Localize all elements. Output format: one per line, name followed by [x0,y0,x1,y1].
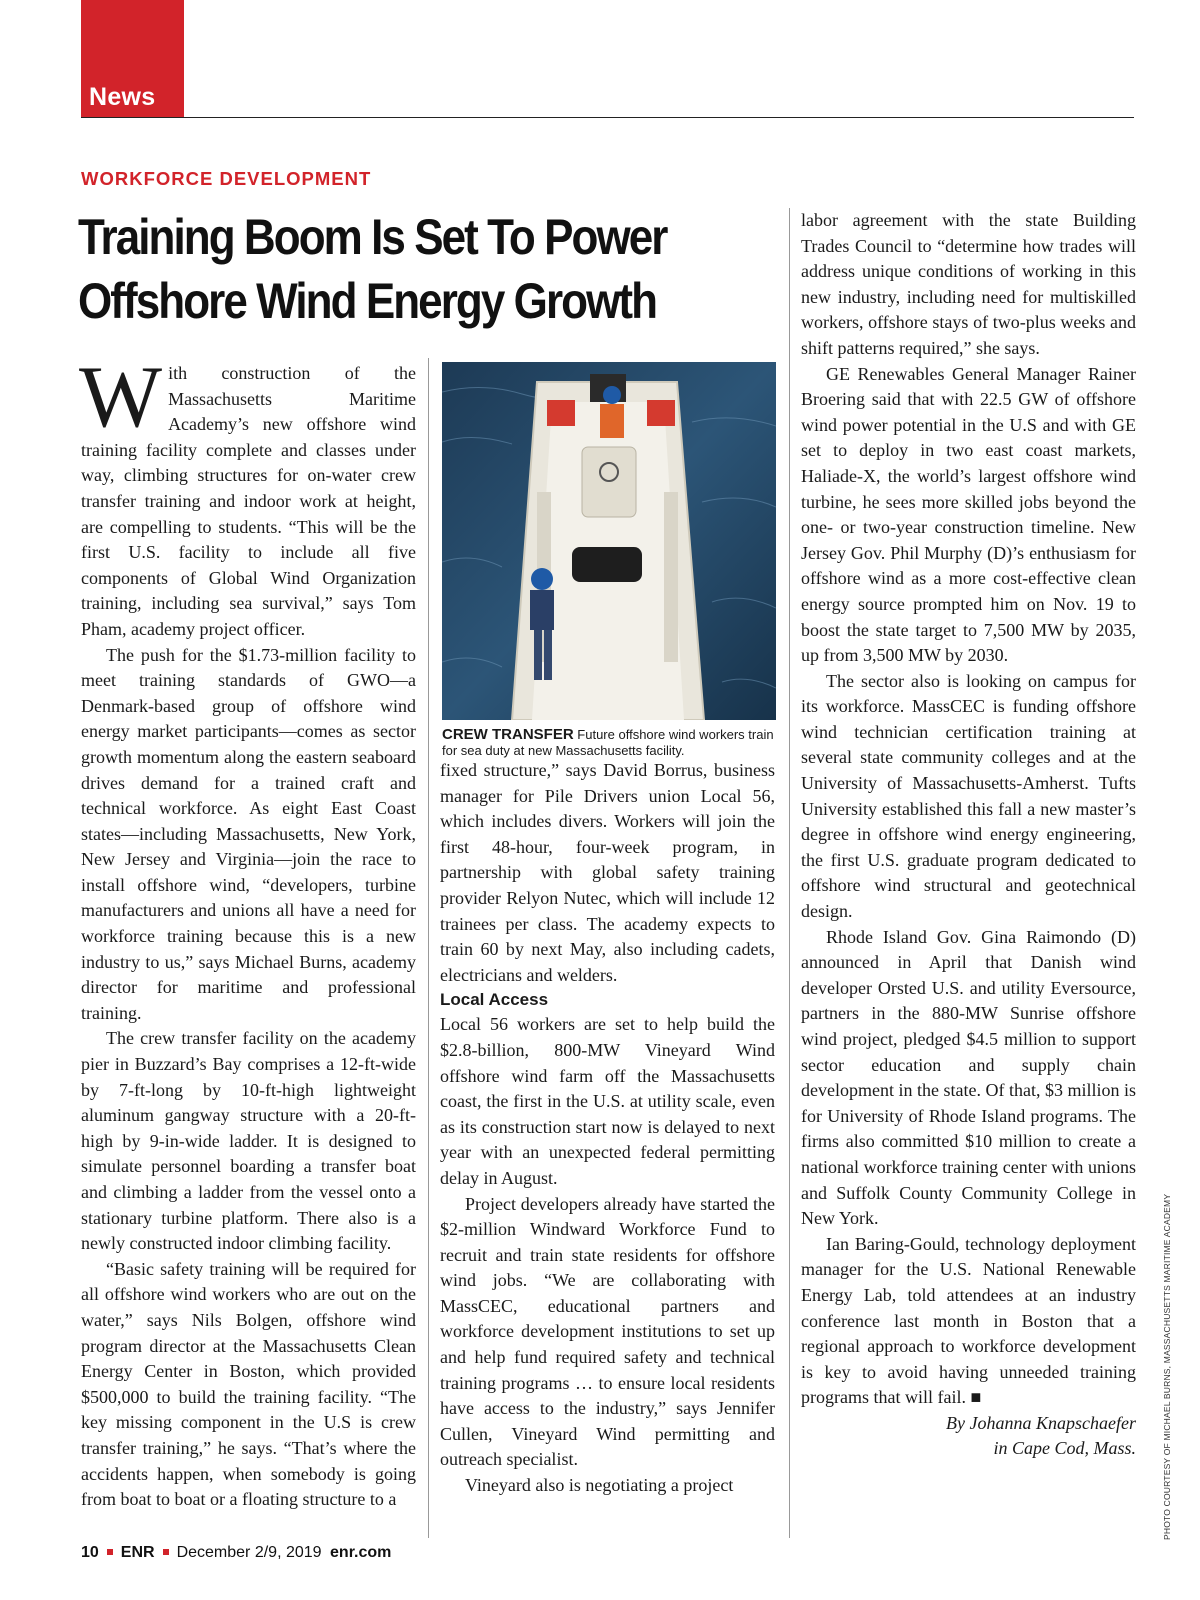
byline-author: By Johanna Knapschaefer [946,1412,1136,1433]
article-column-1 [79,349,416,1513]
paragraph: Project developers already have started the $2-million Windward Workforce Fund to recruit and train state residents for offshore wind jobs. “We are collaborating with MassCEC, educational partners and workforce development institutions to set up and help fund required safety and technical training programs … to ensure local residents have access to the industry,” says Jennifer Cullen, Vineyard Wind permitting and outreach specialist. [440,1193,775,1470]
top-rule [81,117,1134,118]
separator-square-icon [107,1549,113,1555]
lead-paragraph [79,349,416,643]
issue-date: December 2/9, 2019 [176,1544,322,1561]
paragraph-text: ith construction of the Massachusetts Maritime Academy’s new offshore wind training facility complete and classes under way, climbing structures for on-water crew transfer training and indoor work at height, are compelling to students. “This will be the first U.S. facility to include all five components of Global Wind Organization training, including sea survival,” says Tom Pham, academy project officer. [81,363,416,639]
paragraph: Ian Baring-Gould, technology deployment manager for the U.S. National Renewable Energy Lab, told attendees at an industry conference last month in Boston that a regional approach to workforce development is key to avoid having unneeded training programs that will fail. ■ [801,1233,1136,1408]
paragraph: The crew transfer facility on the academy pier in Buzzard’s Bay comprises a 12-ft-wide by 7-ft-long by 10-ft-high lightweight aluminum gangway structure with a 20-ft-high by 9-in-wide ladder. It is designed to simulate personnel boarding a transfer boat and climbing a ladder from the vessel onto a stationary turbine platform. There also is a newly constructed indoor climbing facility. [81,1028,416,1254]
page-number: 10 [81,1544,99,1561]
paragraph: The sector also is looking on campus for its workforce. MassCEC is funding offshore wind technician certification training at several state community colleges and at the University of Massachusetts-Amherst. Tufts University established this fall a new master’s degree in offshore wind energy engineering, the first U.S. graduate program dedicated to offshore wind structural and geotechnical design. [801,670,1136,922]
separator-square-icon [163,1549,169,1555]
boat-illustration [442,362,776,720]
byline [801,1411,1136,1461]
photo-credit: PHOTO COURTESY OF MICHAEL BURNS, MASSACHUSETTS MARITIME ACADEMY [1162,1193,1172,1540]
section-tab [81,0,184,117]
subhead: Local Access [440,990,549,1010]
drop-cap: W [79,349,163,446]
paragraph: Vineyard also is negotiating a project [465,1475,734,1496]
website-link[interactable]: enr.com [330,1544,392,1561]
paragraph: labor agreement with the state Building Trades Council to “determine how trades will address unique conditions of working in this new industry, including need for multiskilled workers, offshore stays of two-plus weeks and shift patterns required,” she says. [801,210,1136,358]
photo-caption [442,727,776,759]
article-column-3 [801,208,1136,1461]
paragraph: GE Renewables General Manager Rainer Broering said that with 22.5 GW of offshore wind power potential in the U.S and with GE set to deploy in two east coast markets, Haliade-X, the world’s largest offshore wind turbine, he sees more skilled jobs beyond the one- or two-year construction timeline. New Jersey Gov. Phil Murphy (D)’s enthusiasm for offshore wind as a more cost-effective clean energy source prompted him on Nov. 19 to boost the state target to 7,500 MW by 2035, up from 3,500 MW by 2030. [801,363,1136,666]
article-column-2 [440,758,775,1499]
byline-location: in Cape Cod, Mass. [993,1437,1136,1458]
caption-label: CREW TRANSFER [442,726,574,743]
paragraph: Rhode Island Gov. Gina Raimondo (D) announced in April that Danish wind developer Orsted U.S. and utility Eversource, partners in the 880-MW Sunrise offshore wind project, pledged $4.5 million to support sector education and supply chain development in the state. Of that, $3 million is for University of Rhode Island programs. The firms also committed $10 million to create a national workforce training center with unions and Suffolk County Community College in New York. [801,926,1136,1229]
section-tab-label: News [89,83,156,111]
page-footer [81,1544,391,1562]
paragraph: The push for the $1.73-million facility to meet training standards of GWO—a Denmark-based group of offshore wind energy market participants—comes as sector growth momentum along the eastern seaboard drives demand for a trained craft and technical workforce. As eight East Coast states—including Massachusetts, New York, New Jersey and Virginia—join the race to install offshore wind, “developers, turbine manufacturers and unions all have a need for workforce training because this is a new industry to us,” says Michael Burns, academy director for maritime and professional training. [81,644,416,1023]
paragraph: Local 56 workers are set to help build the $2.8-billion, 800-MW Vineyard Wind offshore wind farm off the Massachusetts coast, the first in the U.S. at utility scale, even as its construction start now is delayed to next year with an unexpected federal permitting delay in August. [440,1014,775,1188]
column-divider [789,208,790,1538]
boat-photo [442,362,776,720]
headline: Training Boom Is Set To Power Offshore Wind Energy Growth [78,209,667,329]
paragraph: “Basic safety training will be required for all offshore wind workers who are out on the water,” says Nils Bolgen, offshore wind program director at the Massachusetts Clean Energy Center in Boston, which provided $500,000 to build the training facility. “The key missing component in the U.S is crew transfer training,” he says. “That’s where the accidents happen, when somebody is going from boat to boat or a floating structure to a [81,1258,416,1510]
magazine-name: ENR [120,1544,155,1561]
paragraph: fixed structure,” says David Borrus, business manager for Pile Drivers union Local 56, which includes divers. Workers will join the first 48-hour, four-week program, in partnership with global safety training provider Relyon Nutec, which will include 12 trainees per class. The academy expects to train 60 by next May, also including cadets, electricians and welders. [440,760,775,985]
kicker: WORKFORCE DEVELOPMENT [81,168,372,189]
caption-text: Future offshore wind workers train for sea duty at new Massachusetts facility. [442,727,774,758]
column-divider [428,358,429,1538]
